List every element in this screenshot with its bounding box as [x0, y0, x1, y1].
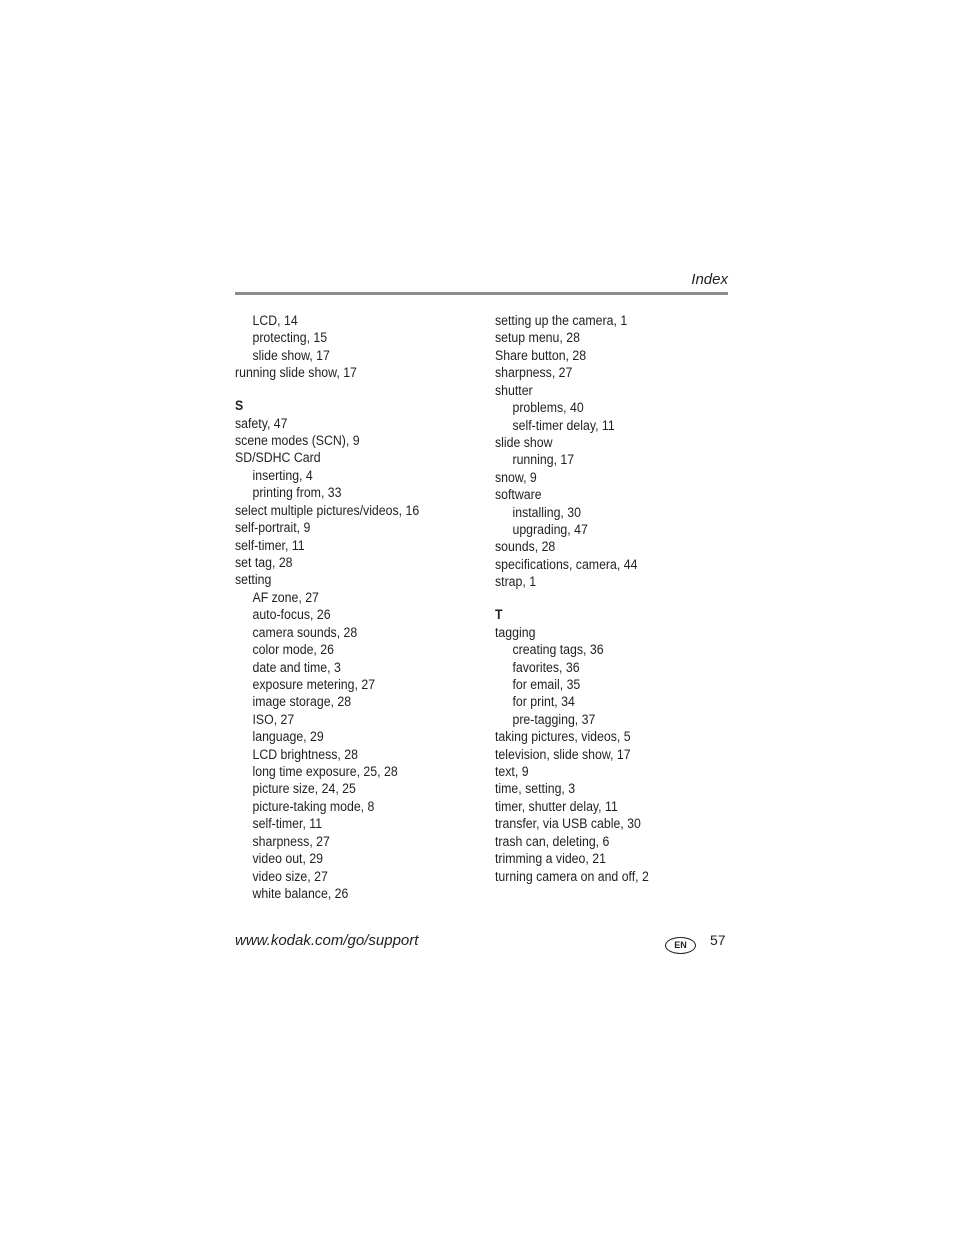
index-subentry: favorites, 36 [512, 659, 580, 675]
index-entry: set tag, 28 [235, 554, 293, 570]
index-entry: snow, 9 [495, 469, 537, 485]
index-subentry: upgrading, 47 [512, 522, 588, 538]
index-subentry: sharpness, 27 [252, 833, 330, 849]
index-entry: sounds, 28 [495, 539, 556, 555]
index-subentry: image storage, 28 [252, 694, 352, 710]
index-entry: transfer, via USB cable, 30 [495, 816, 641, 832]
index-subentry: AF zone, 27 [252, 589, 319, 605]
index-entry: taking pictures, videos, 5 [495, 729, 631, 745]
index-entry: safety, 47 [235, 415, 288, 431]
index-entry: SD/SDHC Card [235, 450, 321, 466]
index-entry: select multiple pictures/videos, 16 [235, 502, 420, 518]
index-entry: specifications, camera, 44 [495, 556, 638, 572]
index-entry: software [495, 487, 542, 503]
index-subentry: auto-focus, 26 [252, 607, 331, 623]
language-badge: EN [665, 937, 696, 954]
index-spacer [495, 591, 716, 607]
index-section-letter: S [235, 398, 244, 414]
index-entry: shutter [495, 382, 533, 398]
index-subentry: slide show, 17 [252, 347, 330, 363]
index-subentry: LCD brightness, 28 [252, 746, 358, 762]
index-subentry: protecting, 15 [252, 330, 328, 346]
index-subentry: exposure metering, 27 [252, 676, 376, 692]
index-column-right [495, 312, 716, 885]
index-subentry: self-timer, 11 [252, 816, 323, 832]
index-subentry: creating tags, 36 [512, 642, 604, 658]
index-entry: strap, 1 [495, 574, 537, 590]
index-entry: tagging [495, 624, 536, 640]
index-entry: text, 9 [495, 764, 529, 780]
header-divider [235, 292, 728, 295]
index-subentry: self-timer delay, 11 [512, 417, 615, 433]
index-subentry: pre-tagging, 37 [512, 711, 596, 727]
index-subentry: date and time, 3 [252, 659, 341, 675]
index-entry: scene modes (SCN), 9 [235, 433, 360, 449]
index-entry: trash can, deleting, 6 [495, 833, 610, 849]
index-entry: sharpness, 27 [495, 365, 573, 381]
index-entry: turning camera on and off, 2 [495, 868, 649, 884]
index-entry: time, setting, 3 [495, 781, 576, 797]
index-subentry: LCD, 14 [252, 313, 298, 328]
index-entry: setup menu, 28 [495, 330, 580, 346]
index-subentry: for email, 35 [512, 676, 581, 692]
index-subentry: picture size, 24, 25 [252, 781, 356, 797]
index-subentry: camera sounds, 28 [252, 624, 358, 640]
index-subentry: language, 29 [252, 729, 324, 745]
index-subentry: for print, 34 [512, 694, 575, 710]
index-entry: running slide show, 17 [235, 365, 357, 381]
index-subentry: color mode, 26 [252, 642, 334, 658]
index-subentry: video out, 29 [252, 851, 324, 867]
index-entry: timer, shutter delay, 11 [495, 798, 618, 814]
index-column-left [235, 312, 465, 902]
index-spacer [235, 382, 465, 398]
page-header-title: Index [691, 271, 728, 288]
index-subentry: running, 17 [512, 452, 575, 468]
index-subentry: video size, 27 [252, 868, 328, 884]
index-entry: slide show [495, 434, 553, 450]
index-subentry: inserting, 4 [252, 467, 313, 483]
index-subentry: long time exposure, 25, 28 [252, 764, 398, 780]
index-entry: television, slide show, 17 [495, 746, 631, 762]
index-subentry: problems, 40 [512, 400, 584, 416]
index-subentry: installing, 30 [512, 504, 581, 520]
index-subentry: ISO, 27 [252, 711, 295, 727]
index-subentry: printing from, 33 [252, 485, 342, 501]
page-number: 57 [710, 932, 726, 948]
index-entry: self-portrait, 9 [235, 520, 311, 536]
index-section-letter: T [495, 607, 503, 623]
index-entry: trimming a video, 21 [495, 851, 606, 867]
index-entry: self-timer, 11 [235, 537, 305, 553]
index-entry: setting [235, 572, 272, 588]
index-entry: Share button, 28 [495, 347, 587, 363]
index-subentry: white balance, 26 [252, 886, 349, 901]
index-subentry: picture-taking mode, 8 [252, 798, 375, 814]
support-url-link[interactable]: www.kodak.com/go/support [235, 932, 419, 949]
index-entry: setting up the camera, 1 [495, 313, 628, 328]
